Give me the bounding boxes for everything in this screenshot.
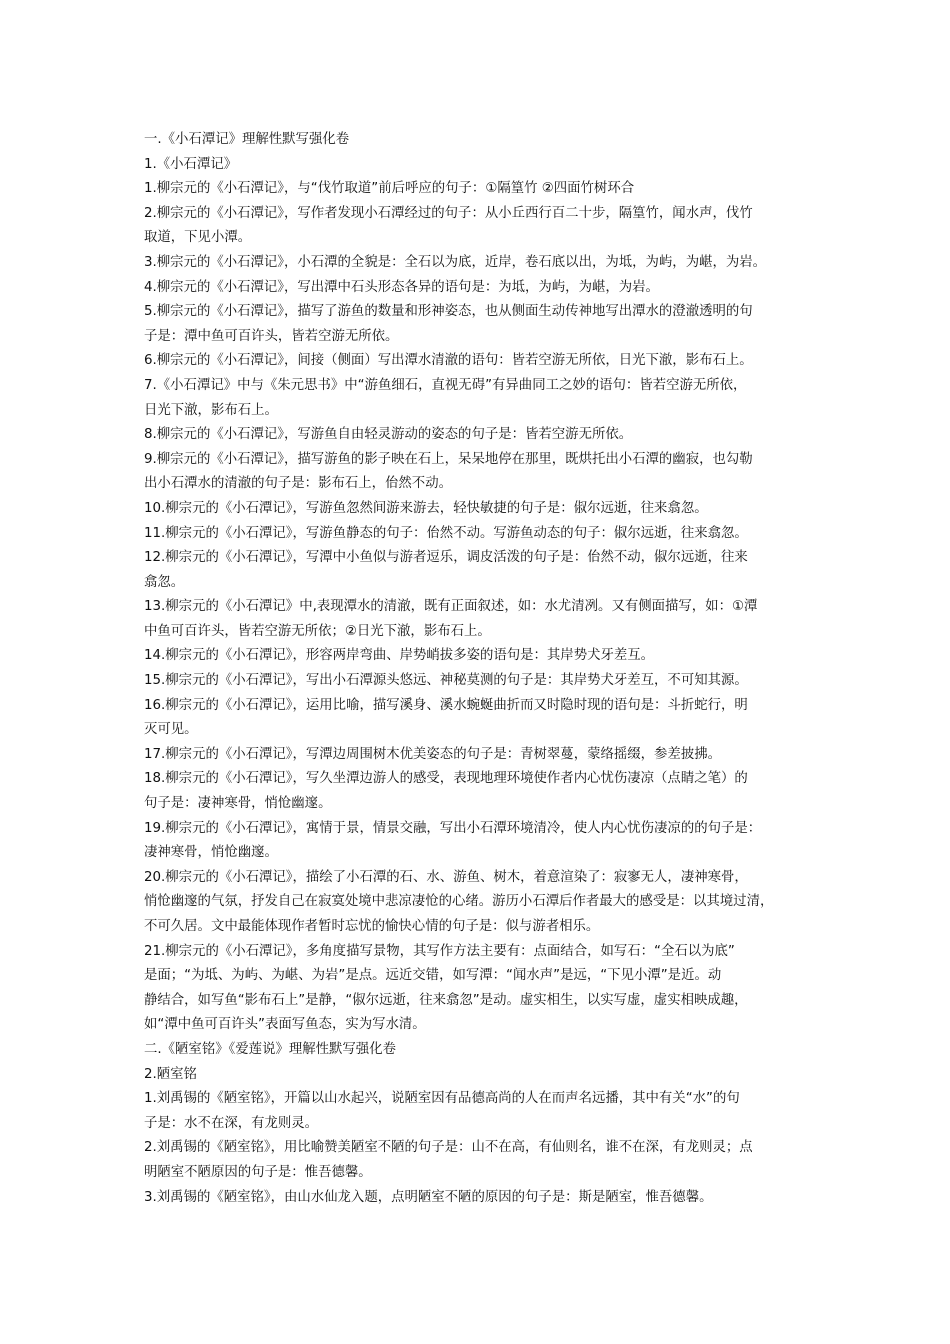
text-line: 20.柳宗元的《小石潭记》，描绘了小石潭的石、水、游鱼、树木，着意渲染了：寂寥无人，凄神寒骨， xyxy=(144,869,748,885)
text-line: 1.刘禹锡的《陋室铭》，开篇以山水起兴，说陋室因有品德高尚的人在而声名远播，其中有关“水”的句 xyxy=(144,1091,740,1107)
text-line: 2.柳宗元的《小石潭记》，写作者发现小石潭经过的句子：从小丘西行百二十步，隔篁竹，闻水声，伐竹 xyxy=(144,205,753,221)
text-line: 8.柳宗元的《小石潭记》，写游鱼自由轻灵游动的姿态的句子是：皆若空游无所依。 xyxy=(144,427,633,443)
text-line: 18.柳宗元的《小石潭记》，写久坐潭边游人的感受，表现地理环境使作者内心忧伤凄凉（点睛之笔）的 xyxy=(144,771,748,787)
text-line: 如“潭中鱼可百许头”表面写鱼态，实为写水清。 xyxy=(144,1017,426,1033)
text-line: 出小石潭水的清澈的句子是：影布石上，佁然不动。 xyxy=(144,476,452,492)
text-line: 日光下澈，影布石上。 xyxy=(144,402,278,418)
text-line: 悄怆幽邃的气氛，抒发自己在寂寞处境中悲凉凄怆的心绪。游历小石潭后作者最大的感受是：以其境过清， xyxy=(144,894,774,910)
text-line: 19.柳宗元的《小石潭记》，寓情于景，情景交融，写出小石潭环境清冷，使人内心忧伤凄凉的的句子是： xyxy=(144,820,762,836)
text-line: 2.刘禹锡的《陋室铭》，用比喻赞美陋室不陋的句子是：山不在高，有仙则名，谁不在深，有龙则灵；点 xyxy=(144,1140,753,1156)
text-line: 10.柳宗元的《小石潭记》，写游鱼忽然间游来游去，轻快敏捷的句子是：俶尔远逝，往来翕忽。 xyxy=(144,500,708,516)
document-page xyxy=(144,128,816,1210)
text-line: 2.陋室铭 xyxy=(144,1066,197,1082)
text-line: 子是：水不在深，有龙则灵。 xyxy=(144,1115,319,1131)
text-line: 取道，下见小潭。 xyxy=(144,230,252,246)
text-line: 凄神寒骨，悄怆幽邃。 xyxy=(144,845,278,861)
text-line: 灭可见。 xyxy=(144,722,198,738)
text-line: 明陋室不陋原因的句子是：惟吾德馨。 xyxy=(144,1164,372,1180)
text-line: 13.柳宗元的《小石潭记》中,表现潭水的清澈，既有正面叙述，如：水尤清冽。又有侧面描写，如：①潭 xyxy=(144,599,758,615)
text-line: 5.柳宗元的《小石潭记》，描写了游鱼的数量和形神姿态，也从侧面生动传神地写出潭水的澄澈透明的句 xyxy=(144,304,753,320)
text-line: 一.《小石潭记》理解性默写强化卷 xyxy=(144,132,350,147)
text-line: 3.柳宗元的《小石潭记》，小石潭的全貌是：全石以为底，近岸，卷石底以出，为坻，为屿，为嵁，为岩。 xyxy=(144,254,767,270)
text-line: 二.《陋室铭》《爱莲说》理解性默写强化卷 xyxy=(144,1041,396,1057)
text-line: 是面；“为坻、为屿、为嵁、为岩”是点。远近交错，如写潭：“闻水声”是远，“下见小潭”是近。动 xyxy=(144,968,722,984)
text-line: 7.《小石潭记》中与《朱元思书》中“游鱼细石，直视无碍”有异曲同工之妙的语句：皆若空游无所依， xyxy=(144,377,747,393)
text-line: 17.柳宗元的《小石潭记》，写潭边周围树木优美姿态的句子是：青树翠蔓，蒙络摇缀，参差披拂。 xyxy=(144,746,721,762)
text-line: 静结合，如写鱼“影布石上”是静，“俶尔远逝，往来翕忽”是动。虚实相生，以实写虚，虚实相映成趣， xyxy=(144,992,748,1008)
text-line: 中鱼可百许头，皆若空游无所依；②日光下澈，影布石上。 xyxy=(144,623,491,639)
text-line: 6.柳宗元的《小石潭记》，间接（侧面）写出潭水清澈的语句：皆若空游无所依，日光下澈，影布石上。 xyxy=(144,353,753,369)
text-line: 11.柳宗元的《小石潭记》，写游鱼静态的句子：佁然不动。写游鱼动态的句子：俶尔远逝，往来翕忽。 xyxy=(144,525,748,541)
text-line: 21.柳宗元的《小石潭记》，多角度描写景物，其写作方法主要有：点面结合，如写石：“全石以为底” xyxy=(144,943,735,959)
text-line: 3.刘禹锡的《陋室铭》，由山水仙龙入题，点明陋室不陋的原因的句子是：斯是陋室，惟吾德馨。 xyxy=(144,1189,713,1205)
text-line: 1.柳宗元的《小石潭记》，与“伐竹取道”前后呼应的句子：①隔篁竹 ②四面竹树环合 xyxy=(144,181,635,197)
text-line: 句子是：凄神寒骨，悄怆幽邃。 xyxy=(144,796,332,812)
text-line: 子是：潭中鱼可百许头，皆若空游无所依。 xyxy=(144,328,399,344)
text-line: 1.《小石潭记》 xyxy=(144,156,238,172)
text-line: 不可久居。文中最能体现作者暂时忘忧的愉快心情的句子是：似与游者相乐。 xyxy=(144,919,600,934)
text-line: 16.柳宗元的《小石潭记》，运用比喻，描写溪身、溪水蜿蜒曲折而又时隐时现的语句是：斗折蛇行，明 xyxy=(144,697,748,713)
text-line: 翕忽。 xyxy=(144,574,185,590)
text-line: 4.柳宗元的《小石潭记》，写出潭中石头形态各异的语句是：为坻，为屿，为嵁，为岩。 xyxy=(144,279,659,295)
text-line: 12.柳宗元的《小石潭记》，写潭中小鱼似与游者逗乐，调皮活泼的句子是：佁然不动，俶尔远逝，往来 xyxy=(144,550,748,566)
text-line: 9.柳宗元的《小石潭记》，描写游鱼的影子映在石上，呆呆地停在那里，既烘托出小石潭的幽寂，也勾勒 xyxy=(144,451,753,467)
text-line: 14.柳宗元的《小石潭记》，形容两岸弯曲、岸势峭拔多姿的语句是：其岸势犬牙差互。 xyxy=(144,648,655,664)
text-line: 15.柳宗元的《小石潭记》，写出小石潭源头悠远、神秘莫测的句子是：其岸势犬牙差互，不可知其源。 xyxy=(144,673,748,689)
